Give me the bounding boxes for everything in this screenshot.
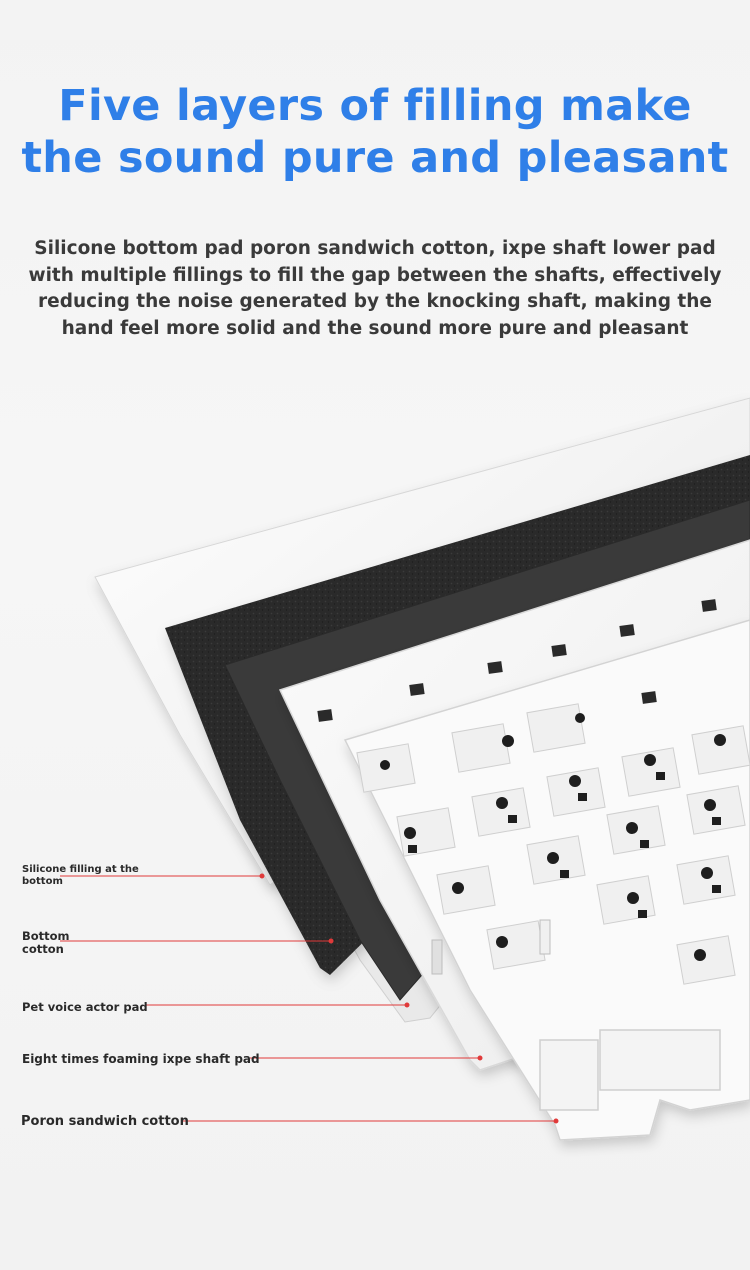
- description-line-1: Silicone bottom pad poron sandwich cotton, ixpe shaft lower pad: [34, 238, 716, 259]
- description-line-3: reducing the noise generated by the knocking shaft, making the: [38, 291, 712, 312]
- callout-poron-sandwich-cotton: Poron sandwich cotton: [21, 1114, 189, 1129]
- headline: [0, 80, 750, 184]
- filling-layers-illustration: [0, 370, 750, 1190]
- callout-bottom-cotton: Bottom cotton: [22, 929, 70, 956]
- callout-pet-voice-actor-pad: Pet voice actor pad: [22, 1000, 148, 1014]
- description-line-4: hand feel more solid and the sound more pure and pleasant: [61, 317, 689, 339]
- description-line-2: with multiple fillings to fill the gap between the shafts, effectively: [28, 264, 722, 286]
- description: [20, 236, 730, 342]
- headline-line-1: Five layers of filling make: [58, 81, 692, 131]
- headline-line-2: the sound pure and pleasant: [21, 133, 729, 183]
- callout-silicone-filling: Silicone filling at the bottom: [22, 864, 139, 887]
- callout-ixpe-shaft-pad: Eight times foaming ixpe shaft pad: [22, 1052, 260, 1066]
